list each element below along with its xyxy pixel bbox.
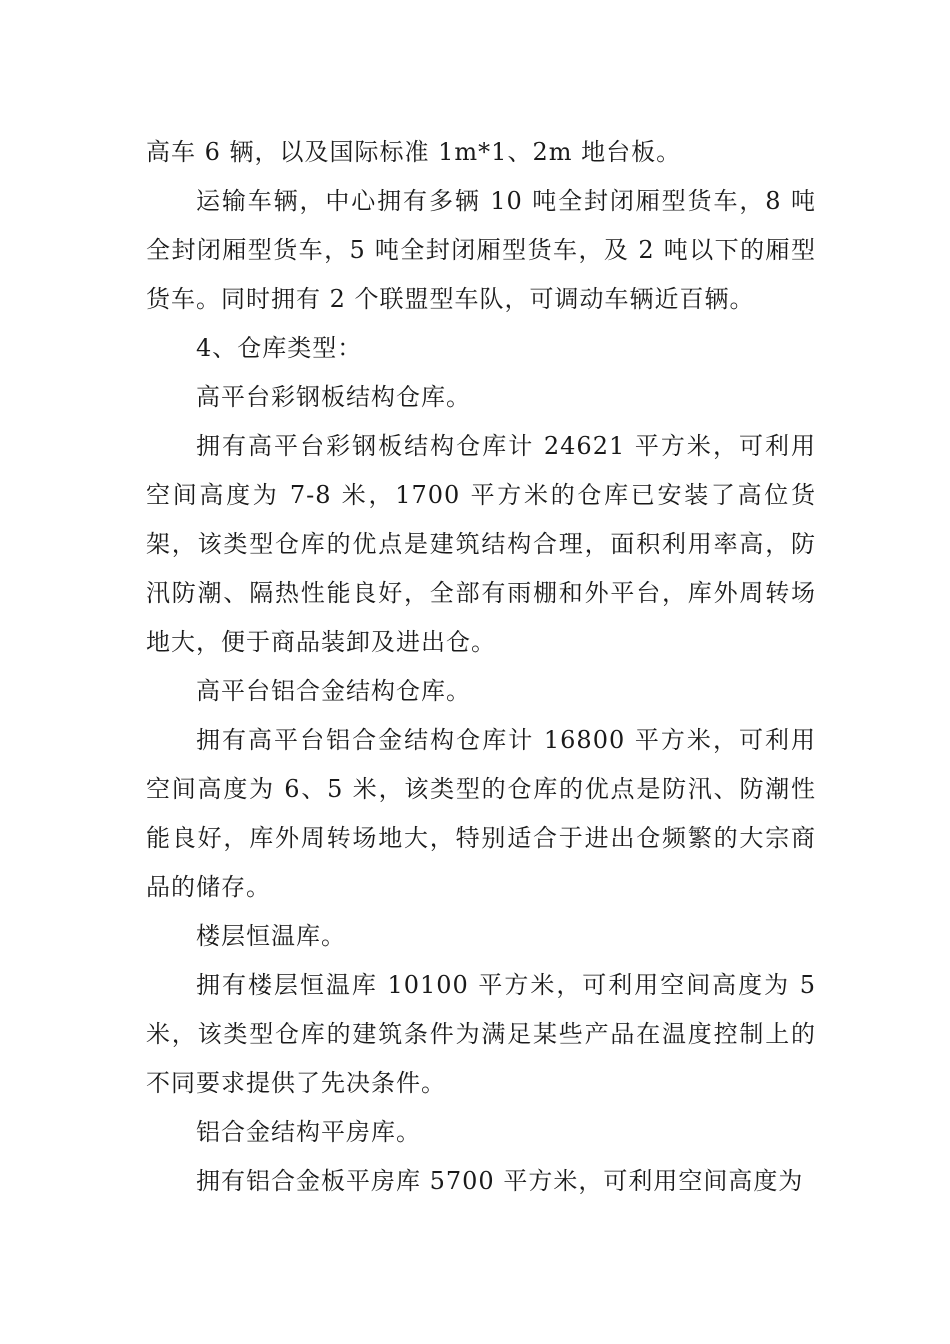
paragraph-aluminum-warehouse: 拥有高平台铝合金结构仓库计 16800 平方米，可利用空间高度为 6、5 米，该类型的仓库的优点是防汛、防潮性能良好，库外周转场地大，特别适合于进出仓频繁的大宗商品的储存。: [146, 726, 816, 901]
subheading-aluminum-single-storey: 铝合金结构平房库。: [196, 1118, 421, 1146]
subheading-color-steel-warehouse: 高平台彩钢板结构仓库。: [196, 383, 471, 411]
subheading-constant-temp-warehouse: 楼层恒温库。: [196, 922, 346, 950]
paragraph-color-steel-warehouse: 拥有高平台彩钢板结构仓库计 24621 平方米，可利用空间高度为 7-8 米，1700 平方米的仓库已安装了高位货架，该类型仓库的优点是建筑结构合理，面积利用率高，防汛防潮、隔热性能良好，全部有雨棚和外平台，库外周转场地大，便于商品装卸及进出仓。: [146, 432, 816, 656]
paragraph-transport-vehicles: 运输车辆，中心拥有多辆 10 吨全封闭厢型货车，8 吨全封闭厢型货车，5 吨全封闭厢型货车，及 2 吨以下的厢型货车。同时拥有 2 个联盟型车队，可调动车辆近百辆。: [146, 187, 816, 313]
paragraph-continuation: 高车 6 辆，以及国际标准 1m*1、2m 地台板。: [146, 138, 682, 166]
paragraph-constant-temp-warehouse: 拥有楼层恒温库 10100 平方米，可利用空间高度为 5 米，该类型仓库的建筑条件为满足某些产品在温度控制上的不同要求提供了先决条件。: [146, 971, 816, 1097]
paragraph-aluminum-single-storey: 拥有铝合金板平房库 5700 平方米，可利用空间高度为: [196, 1167, 804, 1195]
subheading-aluminum-warehouse: 高平台铝合金结构仓库。: [196, 677, 471, 705]
document-body: [146, 128, 816, 1206]
section-heading-warehouse-types: 4、仓库类型：: [196, 334, 363, 362]
